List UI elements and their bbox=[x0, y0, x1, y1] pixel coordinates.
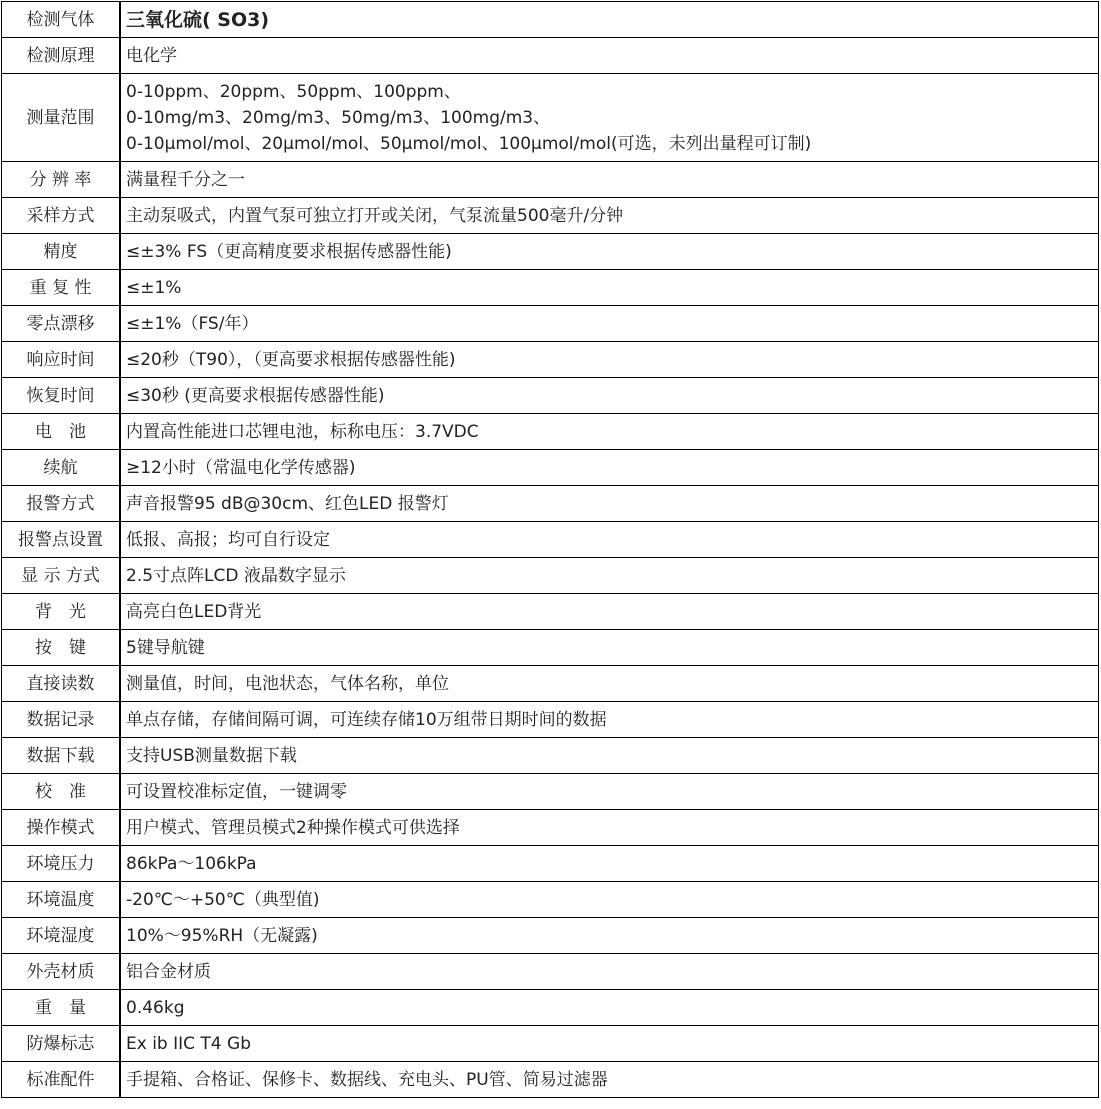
spec-label: 环境压力 bbox=[2, 846, 121, 882]
spec-row bbox=[2, 414, 1099, 450]
spec-title-value: 三氧化硫( SO3) bbox=[120, 2, 1099, 38]
spec-row bbox=[2, 342, 1099, 378]
spec-value-line: 0-10ppm、20ppm、50ppm、100ppm、 bbox=[126, 81, 461, 102]
spec-row bbox=[2, 234, 1099, 270]
spec-value: ≤30秒 (更高要求根据传感器性能) bbox=[120, 378, 1099, 414]
spec-value: 满量程千分之一 bbox=[120, 162, 1099, 198]
spec-value: 支持USB测量数据下载 bbox=[120, 738, 1099, 774]
spec-label: 外壳材质 bbox=[2, 954, 121, 990]
spec-row bbox=[2, 954, 1099, 990]
spec-value: 测量值，时间，电池状态，气体名称，单位 bbox=[120, 666, 1099, 702]
spec-value: 10%～95%RH（无凝露) bbox=[120, 918, 1099, 954]
spec-label: 报警点设置 bbox=[2, 522, 121, 558]
spec-label: 分 辨 率 bbox=[2, 162, 121, 198]
spec-label: 零点漂移 bbox=[2, 306, 121, 342]
spec-value: 单点存储，存储间隔可调，可连续存储10万组带日期时间的数据 bbox=[120, 702, 1099, 738]
spec-value: 用户模式、管理员模式2种操作模式可供选择 bbox=[120, 810, 1099, 846]
spec-row bbox=[2, 486, 1099, 522]
spec-row bbox=[2, 378, 1099, 414]
spec-label: 电 池 bbox=[2, 414, 121, 450]
spec-label: 恢复时间 bbox=[2, 378, 121, 414]
spec-label: 重 复 性 bbox=[2, 270, 121, 306]
spec-value: 0.46kg bbox=[120, 990, 1099, 1026]
spec-value-multiline bbox=[120, 74, 1099, 162]
spec-row bbox=[2, 558, 1099, 594]
spec-label: 数据下载 bbox=[2, 738, 121, 774]
spec-label: 背 光 bbox=[2, 594, 121, 630]
spec-label: 重 量 bbox=[2, 990, 121, 1026]
spec-label: 检测原理 bbox=[2, 38, 121, 74]
spec-value: 电化学 bbox=[120, 38, 1099, 74]
spec-value: Ex ib IIC T4 Gb bbox=[120, 1026, 1099, 1062]
spec-value: 5键导航键 bbox=[120, 630, 1099, 666]
spec-label: 精度 bbox=[2, 234, 121, 270]
spec-label: 报警方式 bbox=[2, 486, 121, 522]
spec-row bbox=[2, 774, 1099, 810]
spec-row bbox=[2, 666, 1099, 702]
spec-value: -20℃～+50℃（典型值) bbox=[120, 882, 1099, 918]
spec-label: 采样方式 bbox=[2, 198, 121, 234]
spec-value: 可设置校准标定值，一键调零 bbox=[120, 774, 1099, 810]
spec-value: 低报、高报；均可自行设定 bbox=[120, 522, 1099, 558]
spec-row bbox=[2, 1062, 1099, 1098]
spec-row bbox=[2, 594, 1099, 630]
spec-label: 校 准 bbox=[2, 774, 121, 810]
spec-row bbox=[2, 1026, 1099, 1062]
spec-value: ≥12小时（常温电化学传感器) bbox=[120, 450, 1099, 486]
spec-row bbox=[2, 990, 1099, 1026]
spec-value: 主动泵吸式，内置气泵可独立打开或关闭，气泵流量500毫升/分钟 bbox=[120, 198, 1099, 234]
spec-label: 续航 bbox=[2, 450, 121, 486]
spec-row bbox=[2, 810, 1099, 846]
spec-value: 2.5寸点阵LCD 液晶数字显示 bbox=[120, 558, 1099, 594]
spec-row bbox=[2, 630, 1099, 666]
spec-row bbox=[2, 74, 1099, 162]
spec-label: 数据记录 bbox=[2, 702, 121, 738]
spec-row bbox=[2, 738, 1099, 774]
spec-value: 内置高性能进口芯锂电池，标称电压：3.7VDC bbox=[120, 414, 1099, 450]
spec-value: 手提箱、合格证、保修卡、数据线、充电头、PU管、简易过滤器 bbox=[120, 1062, 1099, 1098]
spec-label: 环境温度 bbox=[2, 882, 121, 918]
spec-row bbox=[2, 846, 1099, 882]
spec-label: 环境湿度 bbox=[2, 918, 121, 954]
spec-label: 检测气体 bbox=[2, 2, 121, 38]
spec-label: 直接读数 bbox=[2, 666, 121, 702]
spec-row bbox=[2, 702, 1099, 738]
spec-label: 显 示 方式 bbox=[2, 558, 121, 594]
spec-label: 标准配件 bbox=[2, 1062, 121, 1098]
spec-label: 按 键 bbox=[2, 630, 121, 666]
spec-value: 高亮白色LED背光 bbox=[120, 594, 1099, 630]
spec-row bbox=[2, 270, 1099, 306]
spec-value: ≤±3% FS（更高精度要求根据传感器性能) bbox=[120, 234, 1099, 270]
spec-row bbox=[2, 162, 1099, 198]
spec-value: ≤20秒（T90），（更高要求根据传感器性能) bbox=[120, 342, 1099, 378]
spec-row bbox=[2, 306, 1099, 342]
spec-row bbox=[2, 522, 1099, 558]
spec-value: ≤±1%（FS/年） bbox=[120, 306, 1099, 342]
spec-row bbox=[2, 198, 1099, 234]
spec-row bbox=[2, 450, 1099, 486]
spec-value: ≤±1% bbox=[120, 270, 1099, 306]
spec-row bbox=[2, 882, 1099, 918]
spec-row bbox=[2, 918, 1099, 954]
spec-label: 防爆标志 bbox=[2, 1026, 121, 1062]
spec-value-line: 0-10μmol/mol、20μmol/mol、50μmol/mol、100μmol/mol(可选，未列出量程可订制) bbox=[126, 133, 812, 154]
spec-label: 测量范围 bbox=[2, 74, 121, 162]
spec-value: 声音报警95 dB@30cm、红色LED 报警灯 bbox=[120, 486, 1099, 522]
spec-value: 86kPa～106kPa bbox=[120, 846, 1099, 882]
spec-label: 响应时间 bbox=[2, 342, 121, 378]
spec-table bbox=[1, 1, 1099, 1098]
spec-table-body bbox=[2, 2, 1099, 1098]
spec-label: 操作模式 bbox=[2, 810, 121, 846]
spec-row bbox=[2, 38, 1099, 74]
spec-value: 铝合金材质 bbox=[120, 954, 1099, 990]
spec-row bbox=[2, 2, 1099, 38]
spec-value-line: 0-10mg/m3、20mg/m3、50mg/m3、100mg/m3、 bbox=[126, 107, 551, 128]
